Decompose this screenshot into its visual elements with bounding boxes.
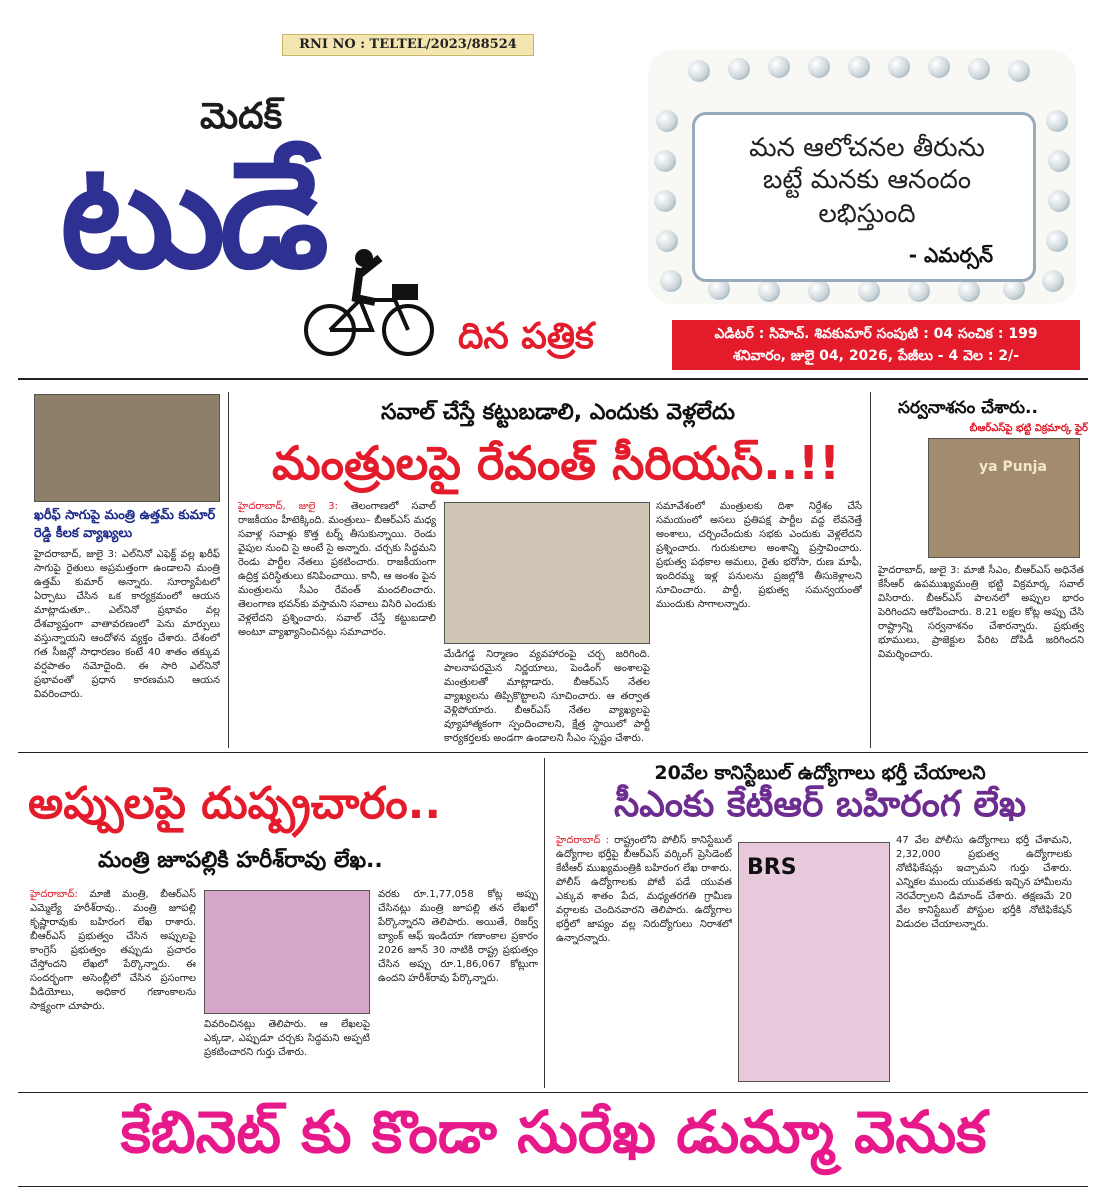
- newspaper-logo[interactable]: టుడే: [60, 129, 323, 301]
- story1-column-2: సమావేశంలో మంత్రులకు దిశా నిర్దేశం చేసే సమయంలో అసలు ప్రతిపక్ష పార్టీల వద్ద లేవనెత్తే అంశాలు, చర్చించేందుకు సభకు ఎందుకు వెళ్లలేదని ప్రశ్నించారు. గురుకులాల అంశాన్ని ప్రస్తావించారు. ప్రభుత్వ పథకాల అమలు, రైతు భరోసా, రుణ మాఫీ, ఇందిరమ్మ ఇళ్ల పనులను ప్రజల్లోకి తీసుకెళ్లాలని సూచించారు. పార్టీ, ప్రభుత్వ సమన్వయంతో ముందుకు సాగాలన్నారు.: [656, 501, 862, 610]
- story2-column-1: హైదరాబాద్: మాజీ మంత్రి, బీఆర్ఎస్ ఎమ్మెల్యే హరీశ్‌రావు.. మంత్రి జూపల్లి కృష్ణారావుకు బహిరంగ లేఖ రాశారు. బీఆర్ఎస్ ప్రభుత్వం చేసిన అప్పులపై కాంగ్రెస్ ప్రభుత్వం తప్పుడు ప్రచారం చేస్తోందని లేఖలో పేర్కొన్నారు. ఈ సందర్భంగా అసెంబ్లీలో చేసిన ప్రసంగాల వీడియోలు, అధికార గణాంకాలను సాక్ష్యంగా చూపారు.: [30, 889, 196, 1012]
- minister-photo[interactable]: [34, 394, 220, 502]
- harish-rao-photo[interactable]: [204, 890, 370, 1014]
- story2-photo-text: వివరించినట్లు తెలిపారు. ఆ లేఖలపై ఎక్కడా, ఎప్పుడూ చర్చకు సిద్ధమని అప్పటి ప్రకటించారని గుర్తు చేశారు.: [204, 1019, 370, 1058]
- footer-divider: [18, 1186, 1088, 1187]
- tagline: దిన పత్రిక: [458, 316, 594, 357]
- rni-number: RNI NO : TELTEL/2023/88524: [282, 34, 534, 56]
- left-story-caption[interactable]: ఖరీఫ్ సాగుపై మంత్రి ఉత్తమ్ కుమార్ రెడ్డి కీలక వ్యాఖ్యలు: [34, 508, 216, 541]
- masthead-divider: [18, 378, 1088, 380]
- quote-box: [692, 112, 1036, 282]
- story3-column-1: హైదరాబాద్ : రాష్ట్రంలోని పోలీస్ కానిస్టేబుల్ ఉద్యోగాల భర్తీపై బీఆర్ఎస్ వర్కింగ్ ప్రెసిడెంట్ కేటీఆర్ ముఖ్యమంత్రికి బహిరంగ లేఖ రాశారు. పోలీస్ ఉద్యోగాలకు పోటీ పడే యువత ఎక్కువ శాతం పేద, మధ్యతరగతి గ్రామీణ వర్గాలకు చెందినవారని తెలిపారు. ఉద్యోగాల భర్తీలో జాప్యం వల్ల నిరుద్యోగులు నిరాశలో ఉన్నారన్నారు.: [556, 835, 732, 944]
- cyclist-icon: [300, 240, 440, 360]
- story1-middle-text: మేడిగడ్డ నిర్మాణం వ్యవహారంపై చర్చ జరిగింది. పాలనాపరమైన నిర్ణయాలు, పెండింగ్ అంశాలపై మంత్రులతో మాట్లాడారు. బీఆర్ఎస్ నేతల వ్యాఖ్యలను తిప్పికొట్టాలని సూచించారు. ఆ తర్వాత వెళ్లిపోయారు. బీఆర్ఎస్ నేతల వ్యాఖ్యలపై వ్యూహాత్మకంగా స్పందించాలని, క్షేత్ర స్థాయిలో పార్టీ కార్యకర్తలకు అండగా ఉండాలని సీఎం స్పష్టం చేశారు.: [444, 649, 650, 744]
- column-divider: [870, 392, 871, 748]
- bottom-divider: [18, 1092, 1088, 1093]
- story2-headline[interactable]: అప్పులపై దుష్ప్రచారం..: [28, 778, 442, 829]
- quote-line-1: మన ఆలోచనల తీరును: [749, 133, 985, 163]
- bhatti-photo[interactable]: [928, 438, 1080, 558]
- story1-headline[interactable]: మంత్రులపై రేవంత్ సీరియస్..!!: [271, 436, 841, 490]
- side-story-subtitle: బీఆర్ఎస్‌పై భట్టి విక్రమార్క ఫైర్: [969, 423, 1088, 434]
- meeting-photo[interactable]: [444, 502, 650, 644]
- ktr-photo[interactable]: [738, 842, 890, 1082]
- brs-logo-text: BRS: [747, 855, 797, 880]
- story3-headline[interactable]: సీఎంకు కేటీఆర్ బహిరంగ లేఖ: [613, 784, 1027, 825]
- quote-author: - ఎమర్సన్: [908, 243, 993, 267]
- quote-line-2: బట్టే మనకు ఆనందం: [762, 165, 972, 195]
- story3-subheadline: 20వేల కానిస్టేబుల్ ఉద్యోగాలు భర్తీ చేయాలని: [654, 762, 986, 784]
- story1-subheadline: సవాల్ చేస్తే కట్టుబడాలి, ఎందుకు వెళ్లలేదు: [380, 400, 735, 425]
- story3-column-2: 47 వేల పోలీసు ఉద్యోగాలు భర్తీ చేశామని, 2,32,000 ప్రభుత్వ ఉద్యోగాలకు నోటిఫికేషన్లు ఇచ్చామని గుర్తు చేశారు. ఎన్నికల ముందు యువతకు ఇచ్చిన హామీలను నెరవేర్చాలని డిమాండ్ చేశారు. తక్షణమే 20 వేల కానిస్టేబుల్ పోస్టుల భర్తీకి నోటిఫికేషన్ విడుదల చేయాలన్నారు.: [896, 835, 1072, 930]
- edition-line-1: ఎడిటర్ : సిహెచ్. శివకుమార్ సంపుటి : 04 సంచిక : 199: [714, 326, 1038, 342]
- edition-info-bar: [672, 320, 1080, 370]
- district-label: మెదక్: [200, 96, 283, 137]
- left-story-text: హైదరాబాద్, జులై 3: ఎల్‌నినో ఎఫెక్ట్ వల్ల ఖరీఫ్ సాగుపై రైతులు అప్రమత్తంగా ఉండాలని మంత్రి ఉత్తమ్ కుమార్ అన్నారు. సూర్యాపేటలో ఏర్పాటు చేసిన ఒక కార్యక్రమంలో ఆయన మాట్లాడుతూ.. ఎల్‌నినో ప్రభావం వల్ల దేశవ్యాప్తంగా వాతావరణంలో పెను మార్పులు వస్తున్నాయని ఆందోళన వ్యక్తం చేశారు. దేశంలో గత సీజన్లో సాధారణం కంటే 40 శాతం తక్కువ వర్షపాతం నమోదైంది. ఈ సారి ఎల్‌నినో ప్రభావంతో ప్రధాన కారణమని ఆయన వివరించారు.: [34, 549, 220, 700]
- bottom-headline[interactable]: కేబినెట్ కు కొండా సురేఖ డుమ్మా వెనుక: [120, 1098, 987, 1166]
- quote-line-3: లభిస్తుంది: [818, 199, 916, 229]
- story1-column-1: హైదరాబాద్, జులై 3: తెలంగాణలో సవాల్ రాజకీయం హీటెక్కింది. మంత్రులు– బీఆర్ఎస్ మధ్య సవాళ్ల సవాళ్లు కొత్త టర్న్ తీసుకున్నాయి. రెండు వైపుల నుంచి సై అంటే సై అన్నారు. చర్చకు సిద్ధమని రెండు పార్టీల నేతలు ప్రకటించారు. రాజకీయంగా ఉద్రిక్త పరిస్థితులు కనిపించాయి. కానీ, ఆ అంశం పైన మంత్రులను సీఎం రేవంత్ మందలించారు. తెలంగాణ భవన్‌కు వస్తామని సవాలు విసిరి ఎందుకు వెళ్లలేదని ప్రశ్నించారు. సవాల్ చేస్తే కట్టుబడాలి అంటూ వ్యాఖ్యానించినట్లు సమాచారం.: [238, 501, 436, 638]
- banner-text: ya Punja: [979, 459, 1047, 475]
- edition-line-2: శనివారం, జులై 04, 2026, పేజీలు - 4 వెల : 2/-: [733, 348, 1019, 364]
- side-story-text: హైదరాబాద్, జులై 3: మాజీ సీఎం, బీఆర్ఎస్ అధినేత కేసీఆర్ ఉపముఖ్యమంత్రి భట్టి విక్రమార్క సవాల్ విసిరారు. బీఆర్ఎస్ పాలనలో అప్పుల భారం పెరిగిందని ఆరోపించారు. 8.21 లక్షల కోట్ల అప్పు చేసి రాష్ట్రాన్ని సర్వనాశనం చేశారన్నారు. ప్రభుత్వ భూములు, ప్రాజెక్టుల పేరిట దోపిడీ జరిగిందని విమర్శించారు.: [878, 565, 1084, 660]
- story2-subheadline: మంత్రి జూపల్లికి హరీశ్‌రావు లేఖ..: [98, 848, 383, 873]
- column-divider: [544, 758, 545, 1088]
- side-story-title[interactable]: సర్వనాశనం చేశారు..: [898, 398, 1038, 418]
- story2-column-2: వరకు రూ.1,77,058 కోట్ల అప్పు చేసినట్లు మంత్రి జూపల్లి తన లేఖలో పేర్కొన్నారని తెలిపారు. అయితే, రిజర్వ్ బ్యాంక్ ఆఫ్ ఇండియా గణాంకాల ప్రకారం 2026 జూన్ 30 నాటికి రాష్ట్ర ప్రభుత్వం చేసిన అప్పు రూ.1,86,067 కోట్లుగా ఉందని హరీశ్‌రావు పేర్కొన్నారు.: [378, 889, 538, 984]
- section-divider: [18, 752, 1088, 753]
